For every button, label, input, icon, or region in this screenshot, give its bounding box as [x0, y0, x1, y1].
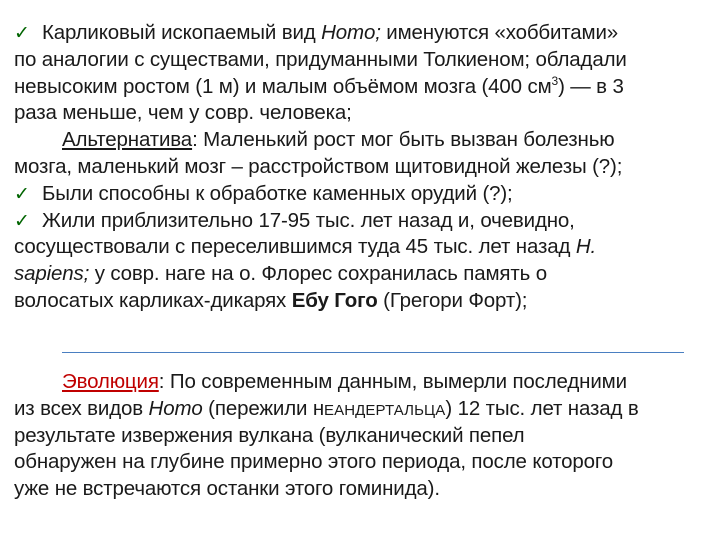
- evolution-text: : По современным данным, вымерли последними: [158, 370, 627, 393]
- fact-text: Жили приблизительно 17-95 тыс. лет назад и, очевидно,: [42, 208, 575, 232]
- fact-line-7: [14, 181, 708, 208]
- fact-text: мозга, маленький мозг – расстройством щитовидной железы (?);: [14, 154, 623, 178]
- fact-line-9: [14, 234, 708, 261]
- fact-line-4: [14, 100, 708, 127]
- fact-text: : Маленький рост мог быть вызван болезнью: [192, 128, 615, 152]
- fact-line-3: [14, 74, 708, 101]
- fact-line-8: [14, 208, 708, 235]
- evolution-block: [14, 369, 708, 503]
- fact-text: по аналогии с существами, придуманными Толкиеном; обладали: [14, 47, 627, 71]
- alternative-line: [14, 127, 708, 154]
- ebu-gogo-name: Ебу Гого: [291, 288, 378, 312]
- fact-text: невысоким ростом (1 м) и малым объёмом мозга (400 см: [14, 74, 552, 98]
- evolution-line-1: [14, 369, 708, 396]
- fact-text: раза меньше, чем у совр. человека;: [14, 101, 352, 125]
- fact-line-1: [14, 20, 708, 47]
- fact-text: ) — в 3: [558, 74, 624, 98]
- hobbit-facts-block: [14, 20, 708, 315]
- evolution-label: Эволюция: [62, 370, 159, 393]
- fact-text: (Грегори Форт);: [377, 288, 528, 312]
- evolution-line-5: [14, 476, 708, 503]
- evolution-text: из всех видов: [14, 396, 149, 420]
- fact-text: у совр. наге на о. Флорес сохранилась память о: [89, 262, 547, 286]
- species-name: Homo;: [321, 21, 381, 44]
- checkmark-icon: ✓: [14, 182, 30, 205]
- section-divider: [62, 352, 684, 353]
- genus-name: Homo: [148, 396, 203, 420]
- fact-line-6: [14, 154, 708, 181]
- neanderthal-smallcaps: ЕАНДЕРТАЛЬЦА: [324, 401, 446, 419]
- superscript: 3: [551, 73, 559, 88]
- evolution-line-4: [14, 449, 708, 476]
- fact-text: сосуществовали с переселившимся туда 45 тыс. лет назад: [14, 235, 576, 259]
- evolution-text: уже не встречаются останки этого гоминида).: [14, 477, 440, 501]
- checkmark-icon: ✓: [14, 22, 30, 44]
- evolution-text: результате извержения вулкана (вулканический пепел: [14, 423, 525, 447]
- checkmark-icon: ✓: [14, 209, 30, 232]
- evolution-line-2: [14, 396, 708, 423]
- fact-line-11: [14, 288, 708, 315]
- evolution-text: обнаружен на глубине примерно этого периода, после которого: [14, 450, 614, 474]
- fact-text: Карликовый ископаемый вид: [42, 21, 322, 44]
- species-name: H.: [575, 235, 597, 259]
- fact-line-10: [14, 261, 708, 288]
- alternative-label: Альтернатива: [62, 128, 193, 152]
- evolution-text: (пережили н: [202, 396, 325, 420]
- evolution-line-3: [14, 423, 708, 450]
- fact-line-2: [14, 47, 708, 74]
- fact-text: волосатых карликах-дикарях: [14, 288, 292, 312]
- fact-text: Были способны к обработке каменных орудий (?);: [42, 181, 513, 205]
- species-name: sapiens;: [14, 262, 90, 286]
- fact-text: именуются «хоббитами»: [380, 21, 619, 44]
- evolution-text: ) 12 тыс. лет назад в: [445, 396, 639, 420]
